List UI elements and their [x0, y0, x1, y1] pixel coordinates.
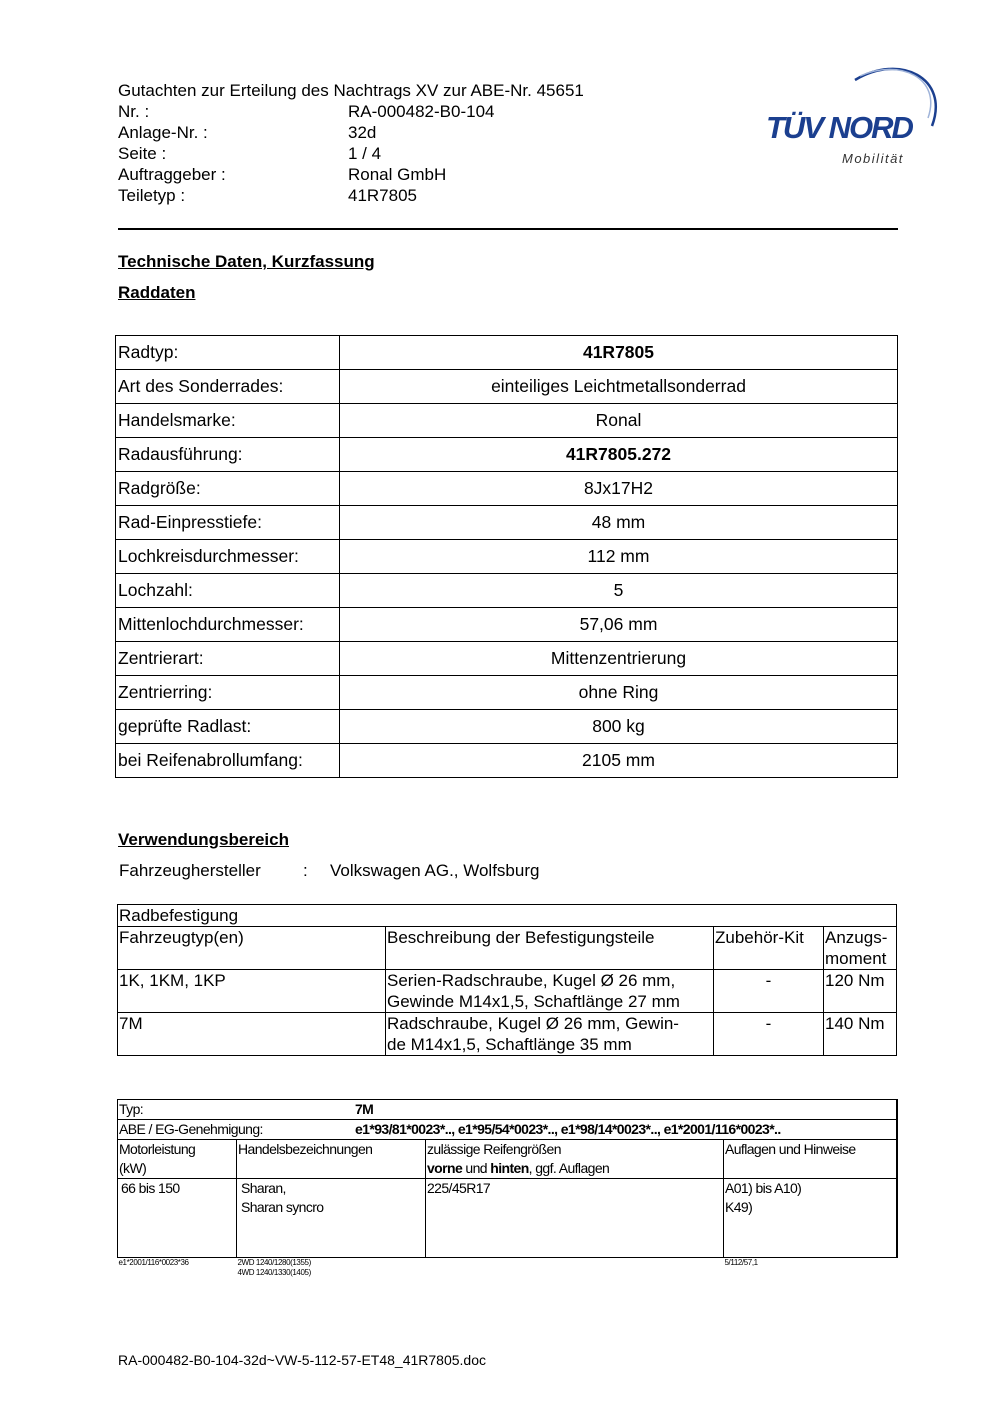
table-row [116, 676, 898, 710]
row-value: ohne Ring [340, 676, 898, 710]
cell-handel: Sharan, Sharan syncro [237, 1179, 426, 1258]
row-label: Mittenlochdurchmesser: [116, 608, 340, 642]
abe-value: e1*93/81*0023*.., e1*95/54*0023*.., e1*98/14*0023*.., e1*2001/116*0023*.. [355, 1121, 781, 1137]
hersteller-separator: : [303, 861, 308, 880]
table-header-row [118, 1140, 898, 1179]
table-row [116, 642, 898, 676]
row-label: Radtyp: [116, 336, 340, 370]
row-label: bei Reifenabrollumfang: [116, 744, 340, 778]
col-fahrzeugtyp: Fahrzeugtyp(en) [118, 927, 386, 970]
header-row-teiletyp: Teiletyp : 41R7805 [118, 186, 418, 205]
row-value: 112 mm [340, 540, 898, 574]
header-divider [118, 228, 898, 230]
row-value: 8Jx17H2 [340, 472, 898, 506]
typ-row [118, 1100, 898, 1120]
header-row-seite: Seite : 1 / 4 [118, 144, 382, 163]
cell-beschreibung: Serien-Radschraube, Kugel Ø 26 mm, Gewinde M14x1,5, Schaftlänge 27 mm [386, 970, 714, 1013]
table-row [118, 905, 897, 927]
table-row [116, 608, 898, 642]
col-handelsbezeichnungen: Handelsbezeichnungen [237, 1140, 426, 1179]
table-row [116, 710, 898, 744]
radbefestigung-title: Radbefestigung [118, 905, 897, 927]
table-row [116, 370, 898, 404]
row-value: 2105 mm [340, 744, 898, 778]
row-value: 41R7805 [340, 336, 898, 370]
row-label: Handelsmarke: [116, 404, 340, 438]
row-label: Art des Sonderrades: [116, 370, 340, 404]
table-foot-row [118, 1258, 898, 1279]
cell-moment: 140 Nm [824, 1013, 897, 1056]
col-reifengroessen: zulässige Reifengrößen vorne und hinten, ggf. Auflagen [426, 1140, 724, 1179]
cell-kit: - [714, 1013, 824, 1056]
section-title: Technische Daten, Kurzfassung [118, 252, 375, 271]
cell-typ: 1K, 1KM, 1KP [118, 970, 386, 1013]
col-auflagen: Auflagen und Hinweise [724, 1140, 898, 1179]
cell-motor: 66 bis 150 [118, 1179, 237, 1258]
row-value: 57,06 mm [340, 608, 898, 642]
row-label: Zentrierart: [116, 642, 340, 676]
table-row [116, 336, 898, 370]
row-label: Radgröße: [116, 472, 340, 506]
table-row [116, 506, 898, 540]
raddaten-title: Raddaten [118, 283, 196, 302]
row-value: einteiliges Leichtmetallsonderrad [340, 370, 898, 404]
cell-moment: 120 Nm [824, 970, 897, 1013]
row-label: Radausführung: [116, 438, 340, 472]
header-row-auftraggeber: Auftraggeber : Ronal GmbH [118, 165, 447, 184]
table-row [118, 1179, 898, 1258]
col-beschreibung: Beschreibung der Befestigungsteile [386, 927, 714, 970]
foot-approval: e1*2001/116*0023*36 [118, 1258, 189, 1267]
table-row [118, 1013, 897, 1056]
fahrzeughersteller-line [119, 861, 539, 881]
document-header [118, 80, 584, 206]
verwendung-title: Verwendungsbereich [118, 830, 289, 849]
abe-row [118, 1120, 898, 1140]
row-value: 41R7805.272 [340, 438, 898, 472]
row-label: Lochkreisdurchmesser: [116, 540, 340, 574]
abe-label: ABE / EG-Genehmigung: [119, 1121, 263, 1137]
footer-filename: RA-000482-B0-104-32d~VW-5-112-57-ET48_41R7805.doc [118, 1352, 486, 1368]
typ-label: Typ: [119, 1101, 144, 1117]
table-row [116, 438, 898, 472]
foot-weights: 2WD 1240/1280(1355) 4WD 1240/1330(1405) [237, 1258, 311, 1277]
cell-beschreibung: Radschraube, Kugel Ø 26 mm, Gewin- de M14x1,5, Schaftlänge 35 mm [386, 1013, 714, 1056]
table-row [118, 970, 897, 1013]
row-label: Rad-Einpresstiefe: [116, 506, 340, 540]
hersteller-value: Volkswagen AG., Wolfsburg [330, 861, 540, 880]
row-value: 5 [340, 574, 898, 608]
table-row [116, 540, 898, 574]
cell-typ: 7M [118, 1013, 386, 1056]
table-row [116, 404, 898, 438]
row-value: Ronal [340, 404, 898, 438]
row-label: geprüfte Radlast: [116, 710, 340, 744]
table-row [116, 472, 898, 506]
table-header-row [118, 927, 897, 970]
radbefestigung-table [117, 904, 897, 1056]
header-row-anlage: Anlage-Nr. : 32d [118, 123, 377, 142]
cell-kit: - [714, 970, 824, 1013]
row-label: Zentrierring: [116, 676, 340, 710]
row-value: Mittenzentrierung [340, 642, 898, 676]
vehicle-table [117, 1099, 898, 1278]
logo-brand: TÜV NORD [766, 110, 912, 145]
table-row [116, 744, 898, 778]
row-value: 48 mm [340, 506, 898, 540]
header-row-nr: Nr. : RA-000482-B0-104 [118, 102, 495, 121]
row-value: 800 kg [340, 710, 898, 744]
col-anzugsmoment: Anzugs- moment [824, 927, 897, 970]
foot-bolt-pattern: 5/112/57,1 [724, 1258, 758, 1267]
raddaten-table [115, 335, 898, 778]
header-title: Gutachten zur Erteilung des Nachtrags XV zur ABE-Nr. 45651 [118, 81, 584, 100]
tuv-nord-logo [760, 58, 950, 173]
table-row [116, 574, 898, 608]
cell-reifen: 225/45R17 [426, 1179, 724, 1258]
col-zubehoer: Zubehör-Kit [714, 927, 824, 970]
row-label: Lochzahl: [116, 574, 340, 608]
cell-auflagen: A01) bis A10) K49) [724, 1179, 898, 1258]
logo-subtitle: Mobilität [842, 151, 904, 166]
typ-value: 7M [355, 1101, 374, 1117]
col-motorleistung: Motorleistung (kW) [118, 1140, 237, 1179]
hersteller-label: Fahrzeughersteller [119, 861, 261, 880]
